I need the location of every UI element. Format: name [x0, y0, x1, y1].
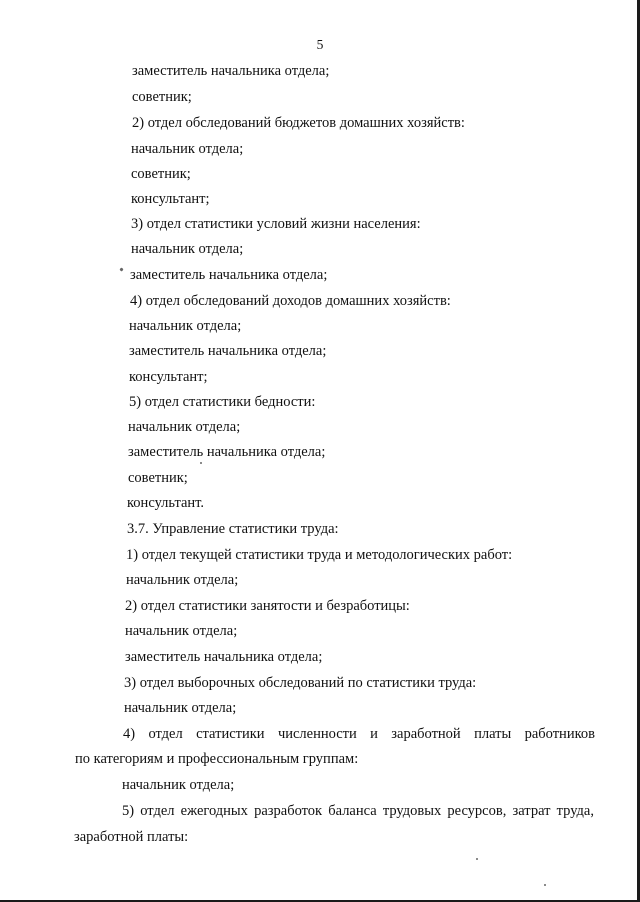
text-line: начальник отдела; — [122, 777, 235, 793]
text-line: начальник отдела; — [131, 141, 244, 157]
text-line: консультант. — [127, 495, 205, 511]
text-line: заместитель начальника отдела; — [128, 444, 326, 460]
text-line: заработной платы: — [74, 829, 189, 845]
scan-speck — [200, 462, 202, 464]
scan-speck — [119, 267, 123, 271]
text-line: начальник отдела; — [125, 623, 238, 639]
text-line: заместитель начальника отдела; — [132, 63, 330, 79]
text-line: заместитель начальника отдела; — [129, 343, 327, 359]
text-line: заместитель начальника отдела; — [130, 267, 328, 283]
page-number: 5 — [316, 37, 324, 52]
text-line: консультант; — [131, 191, 210, 207]
text-line: начальник отдела; — [128, 419, 241, 435]
scan-speck — [544, 884, 546, 886]
text-line: начальник отдела; — [124, 700, 237, 716]
text-line: 4) отдел обследований доходов домашних хозяйств: — [130, 293, 451, 309]
text-line: 3) отдел статистики условий жизни населения: — [131, 216, 421, 232]
text-line: 1) отдел текущей статистики труда и методологических работ: — [126, 547, 513, 563]
text-line: 2) отдел статистики занятости и безработицы: — [125, 598, 410, 614]
text-line: 5) отдел ежегодных разработок баланса трудовых ресурсов, затрат труда, — [122, 803, 594, 819]
text-line: консультант; — [129, 369, 208, 385]
scan-speck — [476, 858, 478, 860]
text-line: заместитель начальника отдела; — [125, 649, 323, 665]
text-line: 4) отдел статистики численности и заработной платы работников — [123, 726, 595, 742]
text-line: начальник отдела; — [126, 572, 239, 588]
text-line: советник; — [132, 89, 192, 105]
text-line: 3) отдел выборочных обследований по статистики труда: — [124, 675, 477, 691]
text-line: начальник отдела; — [131, 241, 244, 257]
text-line: 5) отдел статистики бедности: — [129, 394, 316, 410]
text-line: по категориям и профессиональным группам: — [75, 751, 359, 767]
section-heading: 3.7. Управление статистики труда: — [127, 521, 339, 537]
text-line: начальник отдела; — [129, 318, 242, 334]
text-line: советник; — [128, 470, 188, 486]
text-line: 2) отдел обследований бюджетов домашних хозяйств: — [132, 115, 465, 131]
text-line: советник; — [131, 166, 191, 182]
